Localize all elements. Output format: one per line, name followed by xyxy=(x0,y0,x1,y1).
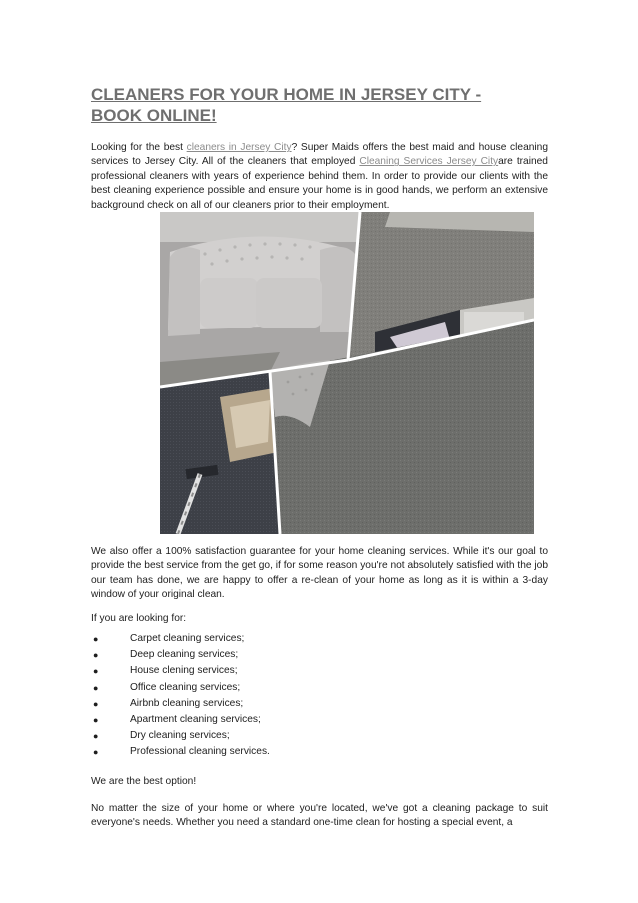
cleaners-in-jersey-city-link[interactable]: cleaners in Jersey City xyxy=(186,142,292,153)
services-list xyxy=(91,631,511,761)
bullet-icon: ● xyxy=(93,634,99,644)
list-item xyxy=(91,631,511,647)
cleaning-services-jersey-city-link[interactable]: Cleaning Services Jersey City xyxy=(359,156,499,168)
list-item xyxy=(91,663,511,679)
bullet-icon: ● xyxy=(93,666,99,677)
list-item xyxy=(91,647,511,663)
intro-text-end: are trained professional cleaners with years of experience behind them. In order to provide our clients with the best cleaning experience possible and ensure your home is in good hands, we perform an extensive background check on all of our cleaners prior to their employment. xyxy=(91,156,548,211)
bullet-icon: ● xyxy=(93,731,99,742)
guarantee-paragraph: We also offer a 100% satisfaction guarantee for your home cleaning services. While it's our goal to provide the best service from the get go, if for some reason you're not absolutely satisfied with the job our team has done, we are happy to offer a re-clean of your home as long as it is within a 3-day window of your original clean. xyxy=(91,546,548,601)
service-label: Professional cleaning services. xyxy=(130,746,270,758)
bullet-icon: ● xyxy=(93,698,99,709)
service-label: Apartment cleaning services; xyxy=(130,713,261,725)
bullet-icon: ● xyxy=(93,714,99,725)
list-item xyxy=(91,728,511,744)
intro-text-start: Looking for the best xyxy=(91,142,187,153)
looking-for-text: If you are looking for: xyxy=(91,613,187,624)
closing-paragraph: No matter the size of your home or where you're located, we've got a cleaning package to suit everyone's needs. Whether you need a standard one-time clean for hosting a special event, a xyxy=(91,803,548,829)
list-item xyxy=(91,696,511,712)
page-title: CLEANERS FOR YOUR HOME IN JERSEY CITY - BOOK ONLINE! xyxy=(91,85,482,125)
intro-paragraph xyxy=(91,141,548,213)
carpet-vacuum-photo xyxy=(160,372,280,534)
cleaning-photo-collage xyxy=(160,212,534,534)
bullet-icon: ● xyxy=(93,682,99,693)
list-item xyxy=(91,680,511,696)
list-item xyxy=(91,744,511,760)
best-option-text: We are the best option! xyxy=(91,776,197,787)
service-label: Airbnb cleaning services; xyxy=(130,697,244,709)
intro-text-middle: ? Super Maids offers the best maid and house cleaning services to Jersey City. All of the cleaners that employed xyxy=(91,142,548,168)
service-label: Dry cleaning services; xyxy=(130,730,230,742)
bullet-icon: ● xyxy=(93,650,99,661)
service-label: Carpet cleaning services; xyxy=(130,633,245,644)
service-label: House clening services; xyxy=(130,665,238,677)
service-label: Office cleaning services; xyxy=(130,681,241,693)
service-label: Deep cleaning services; xyxy=(130,649,239,661)
bullet-icon: ● xyxy=(93,747,99,758)
list-item xyxy=(91,712,511,728)
